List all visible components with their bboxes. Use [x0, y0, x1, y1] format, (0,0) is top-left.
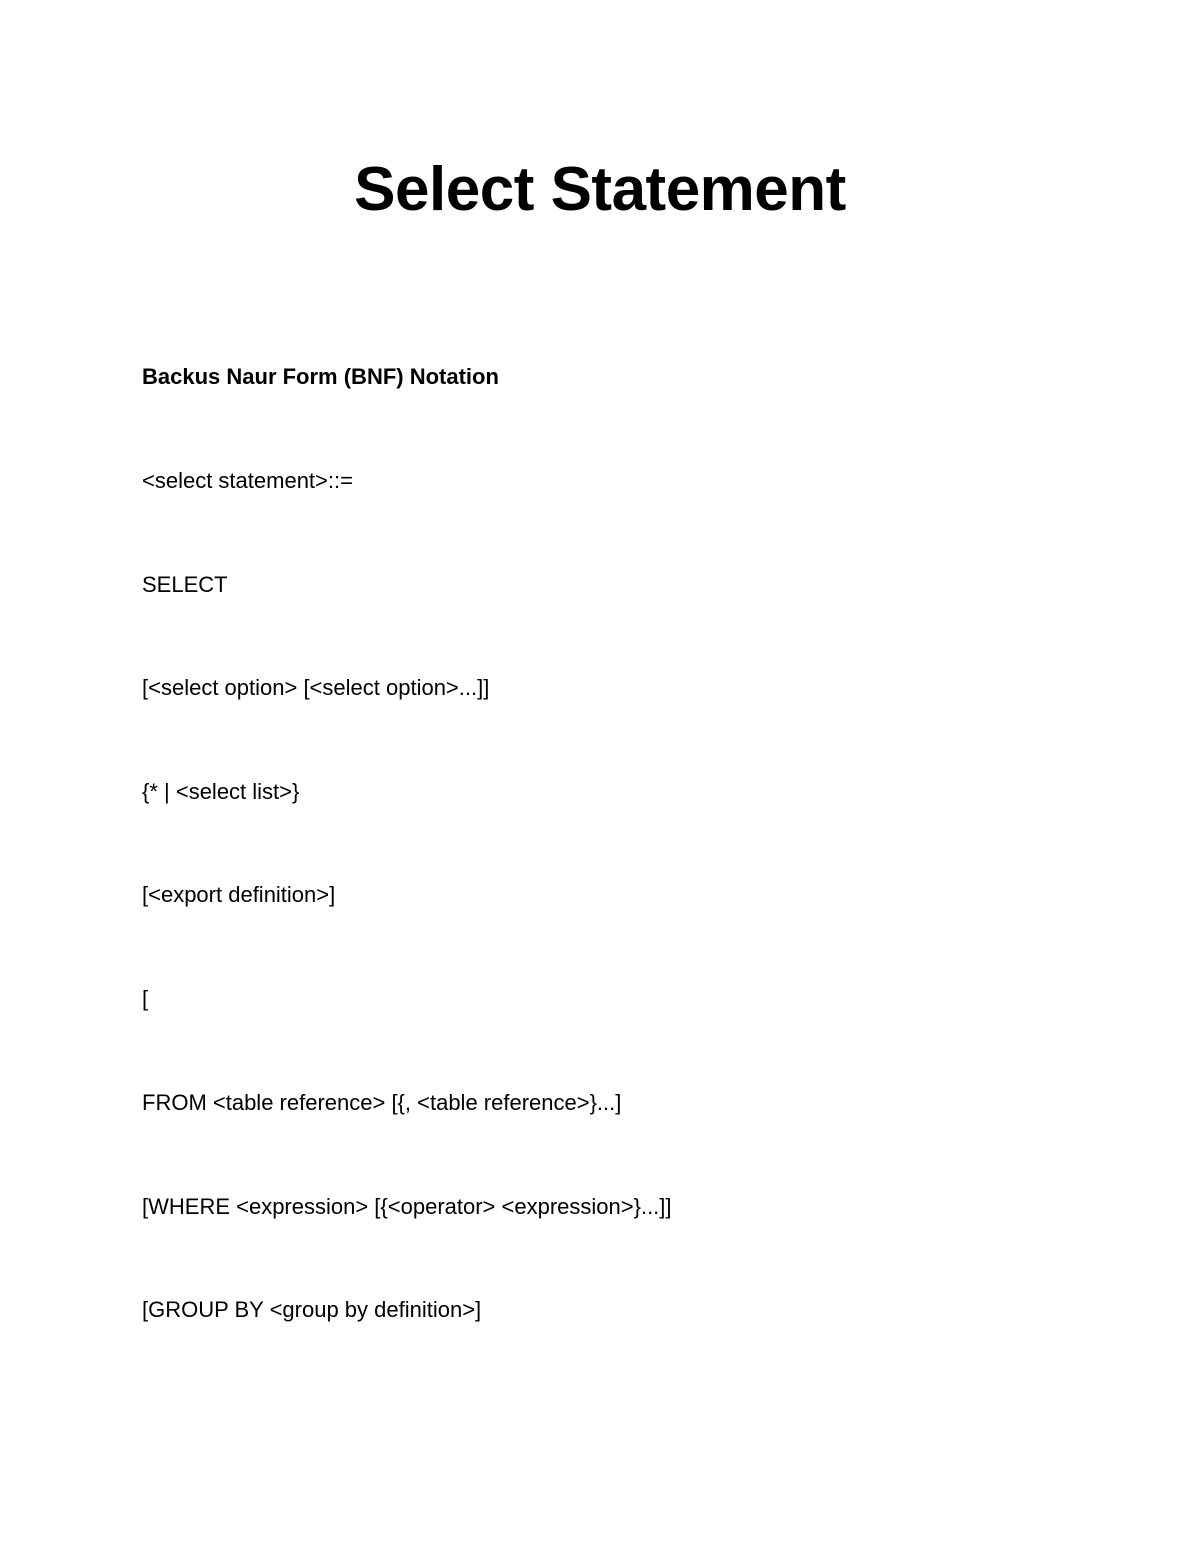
bnf-line-select-list: {* | <select list>} [142, 779, 300, 804]
section-heading: Backus Naur Form (BNF) Notation [142, 364, 499, 389]
bnf-line-from-clause: FROM <table reference> [{, <table reference>}...] [142, 1090, 622, 1115]
bnf-line-group-by-clause: [GROUP BY <group by definition>] [142, 1297, 482, 1322]
bnf-line-select-keyword: SELECT [142, 572, 228, 597]
bnf-line-select-option: [<select option> [<select option>...]] [142, 675, 490, 700]
page-title: Select Statement [354, 155, 846, 224]
bnf-line-export-definition: [<export definition>] [142, 882, 336, 907]
bnf-line-select-statement: <select statement>::= [142, 468, 353, 493]
bnf-line-where-clause: [WHERE <expression> [{<operator> <expression>}...]] [142, 1194, 672, 1219]
bnf-line-open-bracket: [ [142, 986, 149, 1011]
